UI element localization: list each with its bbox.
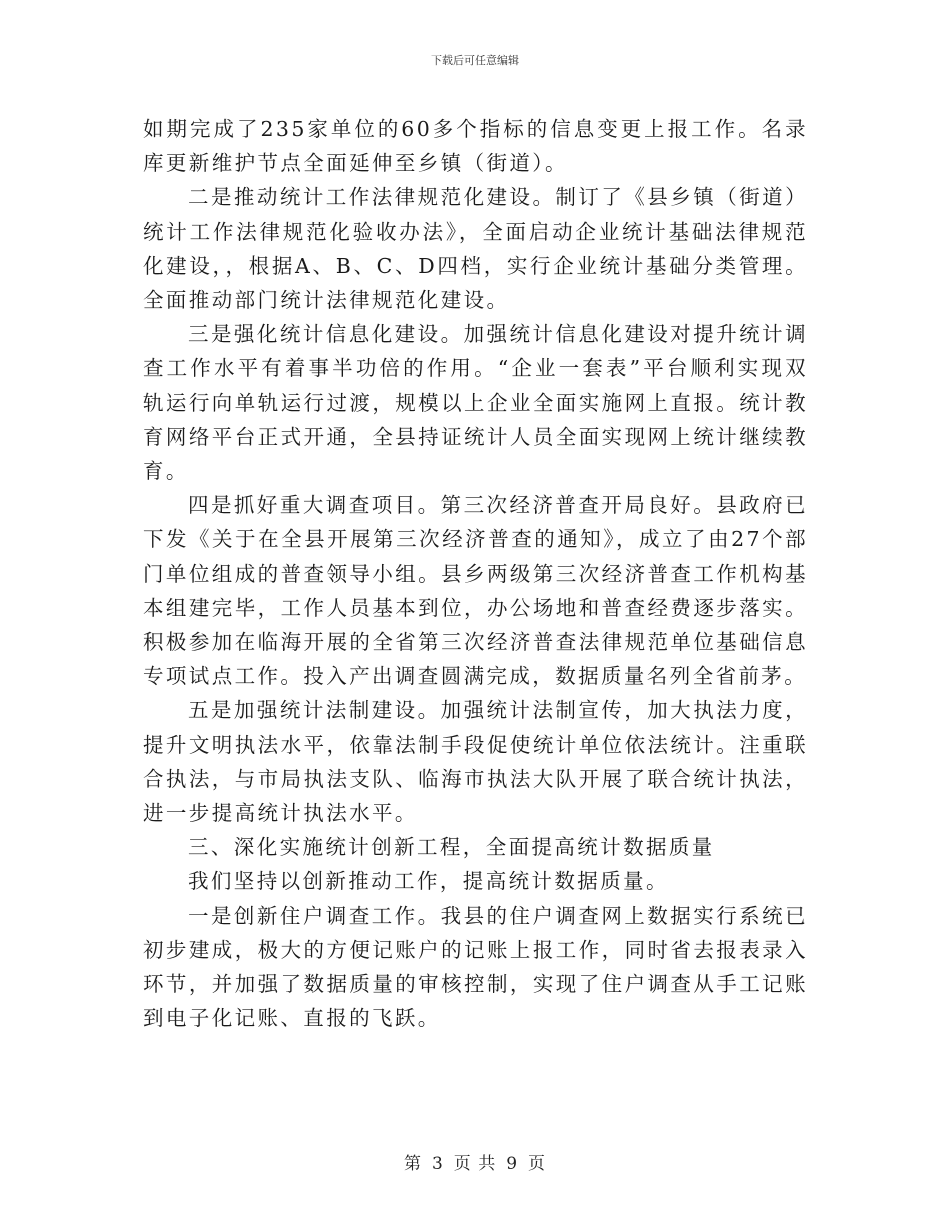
footer-suffix: 页 [528,1154,547,1174]
paragraph-legal-standardization: 二是推动统计工作法律规范化建设。制订了《县乡镇（街道）统计工作法律规范化验收办法》，全面启动企业统计基础法律规范化建设，，根据A、B、C、D四档，实行企业统计基础分类管理。全面推动部门统计法律规范化建设。 [143,185,808,313]
page-header-note: 下载后可任意编辑 [431,54,519,67]
footer-middle: 页 共 [453,1154,497,1174]
section-heading-innovation: 三、深化实施统计创新工程，全面提高统计数据质量 [188,835,715,860]
paragraph-legal-system: 五是加强统计法制建设。加强统计法制宣传，加大执法力度，提升文明执法水平，依靠法制手段促使统计单位依法统计。注重联合执法，与市局执法支队、临海市执法大队开展了联合统计执法，进一步提高统计执法水平。 [143,698,808,826]
document-body [143,112,808,1035]
page-footer [0,1153,950,1175]
footer-total-pages: 9 [506,1154,519,1174]
paragraph-innovation-intro: 我们坚持以创新推动工作，提高统计数据质量。 [188,869,669,894]
paragraph-continuation: 如期完成了235家单位的60多个指标的信息变更上报工作。名录库更新维护节点全面延伸至乡镇（街道）。 [143,117,808,176]
paragraph-household-survey: 一是创新住户调查工作。我县的住户调查网上数据实行系统已初步建成，极大的方便记账户的记账上报工作，同时省去报表录入环节，并加强了数据质量的审核控制，实现了住户调查从手工记账到电子化记账、直报的飞跃。 [143,903,808,1031]
footer-page-number: 3 [431,1154,444,1174]
footer-prefix: 第 [403,1154,422,1174]
paragraph-major-surveys: 四是抓好重大调查项目。第三次经济普查开局良好。县政府已下发《关于在全县开展第三次经济普查的通知》，成立了由27个部门单位组成的普查领导小组。县乡两级第三次经济普查工作机构基本组建完毕，工作人员基本到位，办公场地和普查经费逐步落实。积极参加在临海开展的全省第三次经济普查法律规范单位基础信息专项试点工作。投入产出调查圆满完成，数据质量名列全省前茅。 [143,493,808,689]
paragraph-informatization: 三是强化统计信息化建设。加强统计信息化建设对提升统计调查工作水平有着事半功倍的作用。“企业一套表”平台顺利实现双轨运行向单轨运行过渡，规模以上企业全面实施网上直报。统计教育网络平台正式开通，全县持证统计人员全面实现网上统计继续教育。 [143,322,808,484]
